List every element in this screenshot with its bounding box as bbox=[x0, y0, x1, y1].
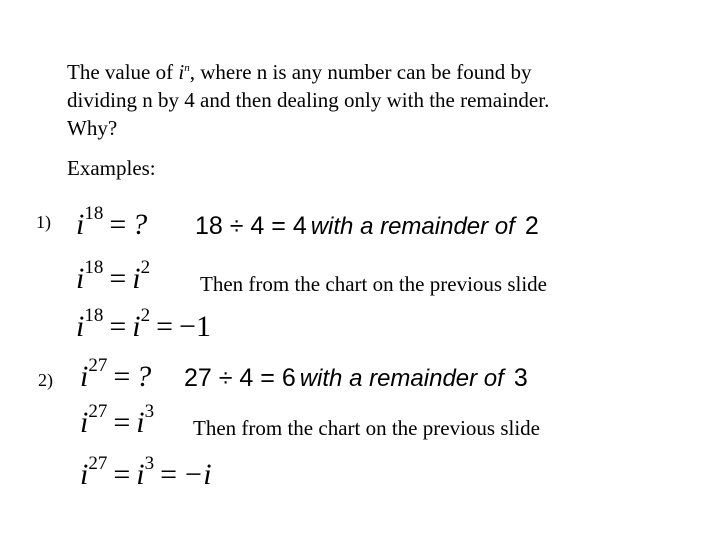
eq-rhs-base: i bbox=[136, 406, 145, 439]
eq-base: i bbox=[80, 406, 89, 439]
eq-rhs: ? bbox=[132, 208, 148, 241]
intro-line3: Why? bbox=[67, 116, 118, 140]
eq-rhs-exponent: 3 bbox=[144, 401, 155, 422]
example2-note: Then from the chart on the previous slide bbox=[193, 416, 540, 440]
eq-rhs-base: i bbox=[132, 262, 141, 295]
eq-rhs-base: i bbox=[132, 310, 141, 343]
eq-base: i bbox=[80, 360, 89, 393]
example2-division bbox=[184, 364, 528, 393]
intro-paragraph bbox=[67, 54, 667, 142]
eq-rhs-base: i bbox=[136, 458, 145, 491]
eq-base: i bbox=[76, 262, 85, 295]
eq-exponent: 27 bbox=[88, 453, 108, 474]
example1-note: Then from the chart on the previous slide bbox=[200, 272, 547, 296]
eq-exponent: 18 bbox=[84, 305, 104, 326]
intro-text-part1: The value of bbox=[67, 60, 179, 84]
example2-label: 2) bbox=[38, 370, 53, 390]
example2-reduced-equation: $i^{27} = i^3$ bbox=[80, 401, 155, 439]
remainder-value: 3 bbox=[513, 364, 528, 392]
examples-heading: Examples: bbox=[67, 156, 156, 180]
intro-text-part2: , where n is any number can be found by bbox=[189, 60, 532, 84]
example1-label: 1) bbox=[36, 212, 51, 232]
eq-rhs: ? bbox=[136, 360, 152, 393]
example1-question-equation: $i^{18}$ = ? bbox=[76, 203, 148, 241]
example1-reduced-equation: $i^{18} = i^2$ bbox=[76, 257, 151, 295]
division-expression: 27 ÷ 4 = 6 bbox=[184, 364, 296, 392]
eq-exponent: 27 bbox=[88, 355, 108, 376]
remainder-text: with a remainder of bbox=[299, 365, 504, 392]
intro-line2: dividing n by 4 and then dealing only with the remainder. bbox=[67, 88, 550, 112]
example1-final-equation: $i^{18} = i^2 = -1$ bbox=[76, 305, 211, 343]
eq-exponent: 18 bbox=[84, 203, 104, 224]
division-expression: 18 ÷ 4 = 4 bbox=[195, 212, 307, 240]
final-value: −1 bbox=[179, 310, 211, 343]
remainder-text: with a remainder of bbox=[310, 213, 515, 240]
eq-exponent: 27 bbox=[88, 401, 108, 422]
eq-rhs-exponent: 2 bbox=[140, 257, 151, 278]
intro-base: i bbox=[178, 60, 185, 84]
eq-base: i bbox=[76, 310, 85, 343]
eq-rhs-exponent: 2 bbox=[140, 305, 151, 326]
intro-exponent: n bbox=[184, 62, 190, 74]
eq-rhs-exponent: 3 bbox=[144, 453, 155, 474]
eq-base: i bbox=[76, 208, 85, 241]
eq-base: i bbox=[80, 458, 89, 491]
example2-final-equation: $i^{27} = i^3 = -i$ bbox=[80, 453, 212, 491]
eq-exponent: 18 bbox=[84, 257, 104, 278]
remainder-value: 2 bbox=[524, 212, 539, 240]
example1-division bbox=[195, 212, 539, 241]
example2-question-equation: $i^{27}$ = ? bbox=[80, 355, 152, 393]
final-value: −i bbox=[183, 458, 212, 491]
